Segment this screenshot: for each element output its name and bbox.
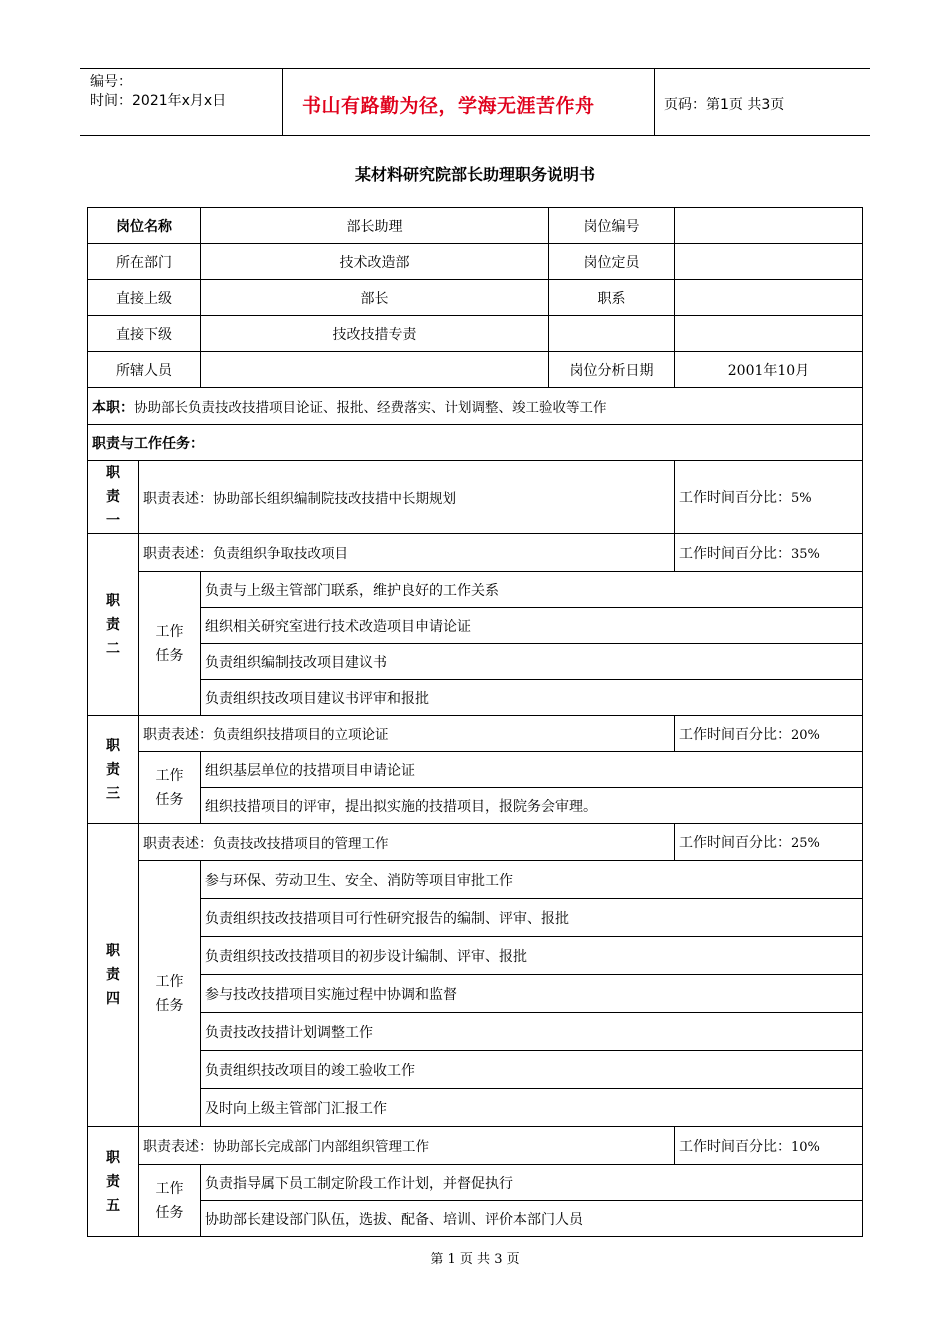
task-item: 负责组织技改技措项目的初步设计编制、评审、报批 bbox=[201, 937, 863, 975]
duty-pct-cell bbox=[675, 461, 863, 534]
duty-pct: 35% bbox=[791, 546, 820, 562]
duty-desc-prefix: 职责表述： bbox=[143, 1139, 213, 1155]
task-row bbox=[88, 572, 863, 608]
duty-desc: 负责组织争取技改项目 bbox=[213, 546, 348, 562]
empty-value-cell bbox=[675, 316, 863, 352]
task-row bbox=[88, 644, 863, 680]
task-item: 负责组织编制技改项目建议书 bbox=[201, 644, 863, 680]
empty-label-cell bbox=[549, 316, 675, 352]
series-value bbox=[675, 280, 863, 316]
task-row bbox=[88, 1201, 863, 1237]
task-label: 工作 任务 bbox=[139, 861, 201, 1127]
info-row bbox=[88, 208, 863, 244]
duty-pct-cell bbox=[675, 534, 863, 572]
task-row bbox=[88, 752, 863, 788]
task-row bbox=[88, 1165, 863, 1201]
job-description-table bbox=[87, 207, 863, 1237]
document-title: 某材料研究院部长助理职务说明书 bbox=[354, 165, 595, 184]
duty-desc-cell bbox=[139, 461, 675, 534]
duty-row bbox=[88, 716, 863, 752]
motto-banner: 书山有路勤为径，学海无涯苦作舟 bbox=[302, 95, 595, 117]
main-duty-cell bbox=[88, 388, 863, 425]
headcount-label: 岗位定员 bbox=[549, 244, 675, 280]
position-no-value bbox=[675, 208, 863, 244]
duty-pct: 20% bbox=[791, 727, 820, 743]
page-info: 页码：第1页 共3页 bbox=[664, 97, 785, 113]
subordinate-value: 技改技措专责 bbox=[201, 316, 549, 352]
duty-pct: 10% bbox=[791, 1139, 820, 1155]
task-row bbox=[88, 608, 863, 644]
task-row bbox=[88, 1089, 863, 1127]
doc-time-label: 时间：2021年x月x日 bbox=[90, 93, 227, 109]
pct-prefix: 工作时间百分比： bbox=[679, 1138, 791, 1155]
task-row bbox=[88, 975, 863, 1013]
task-item: 协助部长建设部门队伍，选拔、配备、培训、评价本部门人员 bbox=[201, 1201, 863, 1237]
doc-number-label: 编号： bbox=[90, 74, 132, 90]
duty-name: 职 责 四 bbox=[88, 824, 139, 1127]
duty-pct-cell bbox=[675, 1127, 863, 1165]
task-item: 负责组织技改项目建议书评审和报批 bbox=[201, 680, 863, 716]
analysis-date-value: 2001年10月 bbox=[675, 352, 863, 388]
pct-prefix: 工作时间百分比： bbox=[679, 545, 791, 562]
pct-prefix: 工作时间百分比： bbox=[679, 490, 791, 506]
page-footer: 第 1 页 共 3 页 bbox=[430, 1252, 520, 1267]
task-row bbox=[88, 1051, 863, 1089]
task-item: 负责组织技改技措项目可行性研究报告的编制、评审、报批 bbox=[201, 899, 863, 937]
duty-name: 职 责 二 bbox=[88, 534, 139, 716]
task-item: 参与环保、劳动卫生、安全、消防等项目审批工作 bbox=[201, 861, 863, 899]
task-item: 负责组织技改项目的竣工验收工作 bbox=[201, 1051, 863, 1089]
task-row bbox=[88, 861, 863, 899]
header-divider-right bbox=[654, 68, 655, 136]
duty-row bbox=[88, 534, 863, 572]
position-no-label: 岗位编号 bbox=[549, 208, 675, 244]
task-item: 组织基层单位的技措项目申请论证 bbox=[201, 752, 863, 788]
dept-value: 技术改造部 bbox=[201, 244, 549, 280]
header-top-rule bbox=[80, 68, 870, 69]
duty-pct-cell bbox=[675, 716, 863, 752]
superior-label: 直接上级 bbox=[88, 280, 201, 316]
analysis-date-label: 岗位分析日期 bbox=[549, 352, 675, 388]
task-item: 组织相关研究室进行技术改造项目申请论证 bbox=[201, 608, 863, 644]
duty-name: 职 责 三 bbox=[88, 716, 139, 824]
superior-value: 部长 bbox=[201, 280, 549, 316]
task-label: 工作 任务 bbox=[139, 1165, 201, 1237]
task-item: 负责技改技措计划调整工作 bbox=[201, 1013, 863, 1051]
position-name-label: 岗位名称 bbox=[88, 208, 201, 244]
duty-row bbox=[88, 824, 863, 861]
subordinate-label: 直接下级 bbox=[88, 316, 201, 352]
headcount-value bbox=[675, 244, 863, 280]
duty-desc-prefix: 职责表述： bbox=[143, 835, 213, 852]
task-row bbox=[88, 788, 863, 824]
task-row bbox=[88, 899, 863, 937]
task-item: 负责与上级主管部门联系，维护良好的工作关系 bbox=[201, 572, 863, 608]
task-label: 工作 任务 bbox=[139, 572, 201, 716]
task-row bbox=[88, 1013, 863, 1051]
duty-name: 职 责 五 bbox=[88, 1127, 139, 1237]
duty-row bbox=[88, 1127, 863, 1165]
duty-desc: 负责技改技措项目的管理工作 bbox=[213, 835, 389, 852]
duty-row bbox=[88, 461, 863, 534]
info-row bbox=[88, 352, 863, 388]
main-duty-label: 本职： bbox=[92, 399, 134, 416]
duties-heading: 职责与工作任务： bbox=[88, 425, 863, 461]
task-row bbox=[88, 937, 863, 975]
managed-value bbox=[201, 352, 549, 388]
managed-label: 所辖人员 bbox=[88, 352, 201, 388]
duty-pct: 25% bbox=[791, 836, 820, 851]
pct-prefix: 工作时间百分比： bbox=[679, 835, 791, 851]
info-row bbox=[88, 280, 863, 316]
task-label: 工作 任务 bbox=[139, 752, 201, 824]
main-duty-text: 协助部长负责技改技措项目论证、报批、经费落实、计划调整、竣工验收等工作 bbox=[134, 399, 607, 416]
duty-desc-cell bbox=[139, 716, 675, 752]
pct-prefix: 工作时间百分比： bbox=[679, 726, 791, 743]
main-duty-row bbox=[88, 388, 863, 425]
task-item: 及时向上级主管部门汇报工作 bbox=[201, 1089, 863, 1127]
duties-heading-row bbox=[88, 425, 863, 461]
duty-desc-cell bbox=[139, 534, 675, 572]
task-item: 组织技措项目的评审，提出拟实施的技措项目，报院务会审理。 bbox=[201, 788, 863, 824]
dept-label: 所在部门 bbox=[88, 244, 201, 280]
duty-desc: 协助部长完成部门内部组织管理工作 bbox=[213, 1139, 429, 1155]
duty-desc: 负责组织技措项目的立项论证 bbox=[213, 727, 389, 743]
position-name-value: 部长助理 bbox=[201, 208, 549, 244]
duty-desc-cell bbox=[139, 1127, 675, 1165]
duty-desc-prefix: 职责表述： bbox=[143, 546, 213, 562]
info-row bbox=[88, 316, 863, 352]
task-item: 负责指导属下员工制定阶段工作计划，并督促执行 bbox=[201, 1165, 863, 1201]
duty-desc: 协助部长组织编制院技改技措中长期规划 bbox=[213, 490, 456, 507]
duty-desc-cell bbox=[139, 824, 675, 861]
info-row bbox=[88, 244, 863, 280]
series-label: 职系 bbox=[549, 280, 675, 316]
task-item: 参与技改技措项目实施过程中协调和监督 bbox=[201, 975, 863, 1013]
header-divider-left bbox=[282, 68, 283, 136]
duty-desc-prefix: 职责表述： bbox=[143, 727, 213, 743]
header-bottom-rule bbox=[80, 135, 870, 136]
duty-name: 职 责 一 bbox=[88, 461, 139, 534]
duty-pct-cell bbox=[675, 824, 863, 861]
duty-desc-prefix: 职责表述： bbox=[143, 490, 213, 507]
duty-pct: 5% bbox=[791, 491, 812, 506]
task-row bbox=[88, 680, 863, 716]
